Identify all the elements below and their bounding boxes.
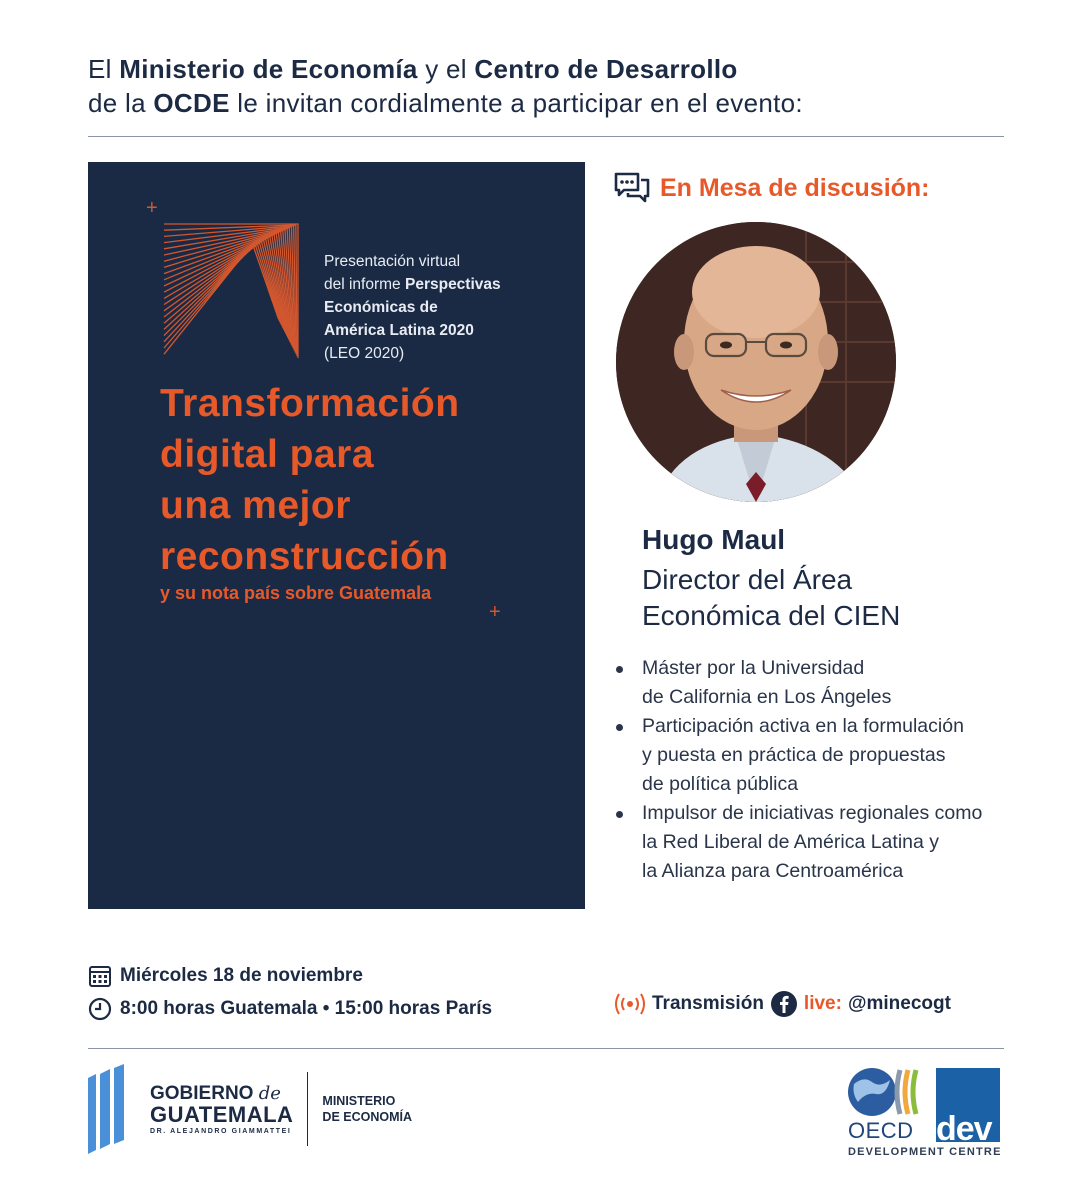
invitation-line-1 xyxy=(88,52,1008,86)
credential-item xyxy=(614,712,1054,799)
speaker-portrait-illustration xyxy=(616,222,896,502)
report-text: del informe xyxy=(324,276,405,293)
report-title-part: Perspectivas xyxy=(404,276,501,293)
headline-line: digital para xyxy=(160,433,375,476)
gov-wordmark xyxy=(150,1084,293,1135)
gobierno-guatemala-logo xyxy=(88,1064,412,1154)
live-label: live: xyxy=(803,993,842,1014)
guatemala-emblem-icon xyxy=(88,1064,136,1154)
plus-decoration: + xyxy=(489,601,501,623)
clock-icon xyxy=(88,997,112,1021)
logo-separator xyxy=(307,1072,308,1146)
chat-bubbles-icon xyxy=(614,172,650,204)
ministry-wordmark xyxy=(322,1093,412,1125)
invitation-text xyxy=(88,52,1008,120)
social-handle[interactable]: @minecogt xyxy=(847,993,951,1014)
line-pattern-graphic xyxy=(160,220,302,362)
event-headline xyxy=(160,378,560,582)
ocde-name: OCDE xyxy=(153,88,230,118)
role-line: Económica del CIEN xyxy=(642,600,901,631)
event-time-row xyxy=(88,997,492,1021)
event-date: Miércoles 18 de noviembre xyxy=(120,965,363,986)
gov-word-italic: de xyxy=(258,1082,281,1104)
report-title-part: Económicas de xyxy=(324,299,438,316)
facebook-icon[interactable] xyxy=(770,990,798,1018)
report-title-part: América Latina 2020 xyxy=(324,322,474,339)
stream-label: Transmisión xyxy=(652,993,764,1014)
event-date-row xyxy=(88,964,363,988)
event-time: 8:00 horas Guatemala • 15:00 horas París xyxy=(120,998,493,1019)
headline-line: una mejor xyxy=(160,484,351,527)
intro-text: le invitan cordialmente a participar en el evento: xyxy=(229,88,803,118)
report-description xyxy=(324,250,554,365)
stream-info xyxy=(614,990,951,1018)
development-centre-label: DEVELOPMENT CENTRE xyxy=(848,1146,1002,1158)
report-line: (LEO 2020) xyxy=(324,345,405,362)
discussion-heading xyxy=(614,172,930,204)
gov-line-1 xyxy=(150,1084,293,1104)
bottom-divider xyxy=(88,1048,1004,1049)
broadcast-icon xyxy=(614,992,646,1016)
credential-line: Máster por la Universidad xyxy=(642,657,865,679)
gov-line-3: DR. ALEJANDRO GIAMMATTEI xyxy=(150,1127,292,1135)
speaker-credentials-list xyxy=(614,654,1054,886)
speaker-role xyxy=(642,562,1002,634)
report-line: Presentación virtual xyxy=(324,253,461,270)
credential-line: y puesta en práctica de propuestas xyxy=(642,744,946,766)
credential-item xyxy=(614,799,1054,886)
credential-item xyxy=(614,654,1054,712)
plus-decoration: + xyxy=(146,197,158,219)
credential-line: Impulsor de iniciativas regionales como xyxy=(642,802,983,824)
credential-line: la Red Liberal de América Latina y xyxy=(642,831,940,853)
headline-line: reconstrucción xyxy=(160,535,449,578)
intro-text: y el xyxy=(417,54,475,84)
event-subheadline: y su nota país sobre Guatemala xyxy=(160,583,432,603)
dev-wordmark: dev xyxy=(936,1110,992,1148)
invitation-line-2 xyxy=(88,86,1008,120)
speaker-photo xyxy=(616,222,896,502)
gov-word: GOBIERNO xyxy=(150,1082,259,1104)
centre-name: Centro de Desarrollo xyxy=(474,54,738,84)
credential-line: de política pública xyxy=(642,773,799,795)
top-divider xyxy=(88,136,1004,137)
headline-line: Transformación xyxy=(160,382,460,425)
intro-text: de la xyxy=(88,88,154,118)
ministry-line: MINISTERIO xyxy=(322,1094,396,1108)
discussion-label: En Mesa de discusión: xyxy=(660,173,930,202)
speaker-name: Hugo Maul xyxy=(642,524,786,555)
credential-line: de California en Los Ángeles xyxy=(642,686,892,708)
calendar-icon xyxy=(88,964,112,988)
ministry-line: DE ECONOMÍA xyxy=(322,1110,413,1124)
intro-text: El xyxy=(88,54,120,84)
credential-line: Participación activa en la formulación xyxy=(642,715,964,737)
gov-line-2: GUATEMALA xyxy=(150,1101,294,1127)
report-line xyxy=(324,273,554,296)
role-line: Director del Área xyxy=(642,564,853,595)
oecd-wordmark: OECD xyxy=(848,1118,914,1143)
credential-line: la Alianza para Centroamérica xyxy=(642,860,904,882)
ministry-name: Ministerio de Economía xyxy=(119,54,418,84)
